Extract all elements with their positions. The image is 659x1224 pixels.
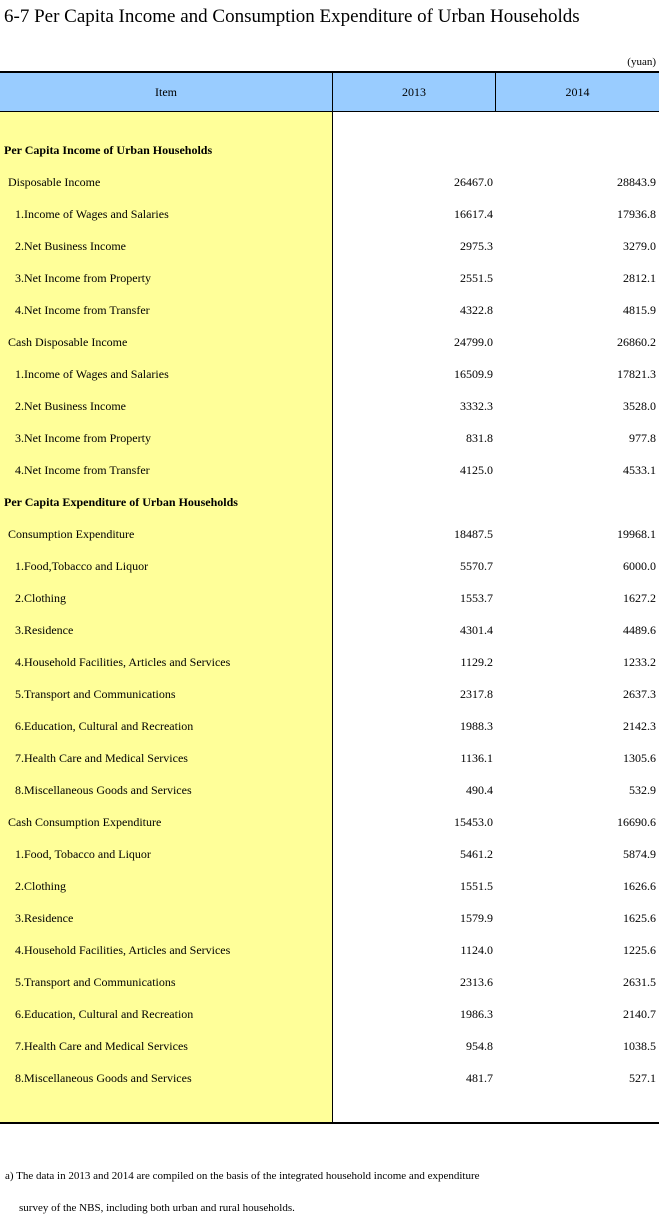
value-2014: 1627.2 bbox=[623, 590, 656, 605]
row-label: 4.Household Facilities, Articles and Services bbox=[15, 942, 231, 957]
table-row bbox=[0, 422, 659, 454]
table-row bbox=[0, 870, 659, 902]
value-2014: 5874.9 bbox=[623, 846, 656, 861]
value-2014: 3528.0 bbox=[623, 398, 656, 413]
row-label: Cash Disposable Income bbox=[8, 334, 128, 349]
value-2013: 4301.4 bbox=[460, 622, 493, 637]
value-2013: 2975.3 bbox=[460, 238, 493, 253]
value-2014: 2142.3 bbox=[623, 718, 656, 733]
row-label: 7.Health Care and Medical Services bbox=[15, 750, 188, 765]
row-label: Per Capita Income of Urban Households bbox=[4, 142, 213, 157]
header-2013: 2013 bbox=[333, 73, 496, 111]
value-2014: 4533.1 bbox=[623, 462, 656, 477]
row-label: 8.Miscellaneous Goods and Services bbox=[15, 1070, 192, 1085]
value-2014: 17936.8 bbox=[617, 206, 656, 221]
value-2013: 2313.6 bbox=[460, 974, 493, 989]
row-label: Per Capita Expenditure of Urban Households bbox=[4, 494, 238, 509]
value-2014: 2631.5 bbox=[623, 974, 656, 989]
table-row bbox=[0, 230, 659, 262]
value-2013: 2317.8 bbox=[460, 686, 493, 701]
value-2013: 16617.4 bbox=[454, 206, 493, 221]
value-2013: 18487.5 bbox=[454, 526, 493, 541]
row-label: 6.Education, Cultural and Recreation bbox=[15, 718, 194, 733]
table-row bbox=[0, 646, 659, 678]
table-row bbox=[0, 326, 659, 358]
footnote-line-1: a) The data in 2013 and 2014 are compiled on the basis of the integrated household income and expenditure bbox=[5, 1170, 480, 1182]
value-2014: 26860.2 bbox=[617, 334, 656, 349]
footnote bbox=[5, 1160, 655, 1224]
value-2014: 1233.2 bbox=[623, 654, 656, 669]
value-2014: 2812.1 bbox=[623, 270, 656, 285]
value-2013: 26467.0 bbox=[454, 174, 493, 189]
table-row bbox=[0, 134, 659, 166]
table-row bbox=[0, 550, 659, 582]
table-row bbox=[0, 518, 659, 550]
value-2014: 16690.6 bbox=[617, 814, 656, 829]
table-rows bbox=[0, 134, 659, 1094]
value-2013: 5570.7 bbox=[460, 558, 493, 573]
table-row bbox=[0, 966, 659, 998]
table-row bbox=[0, 998, 659, 1030]
value-2013: 4125.0 bbox=[460, 462, 493, 477]
row-label: 8.Miscellaneous Goods and Services bbox=[15, 782, 192, 797]
value-2013: 1136.1 bbox=[460, 750, 493, 765]
table-body bbox=[0, 112, 659, 1124]
table-row bbox=[0, 262, 659, 294]
row-label: 4.Net Income from Transfer bbox=[15, 462, 150, 477]
table-row bbox=[0, 390, 659, 422]
table-header bbox=[0, 73, 659, 112]
value-2013: 490.4 bbox=[466, 782, 493, 797]
value-2014: 1225.6 bbox=[623, 942, 656, 957]
value-2013: 1553.7 bbox=[460, 590, 493, 605]
value-2013: 1129.2 bbox=[460, 654, 493, 669]
row-label: 3.Net Income from Property bbox=[15, 270, 151, 285]
table-row bbox=[0, 838, 659, 870]
row-label: 1.Food, Tobacco and Liquor bbox=[15, 846, 151, 861]
value-2014: 527.1 bbox=[629, 1070, 656, 1085]
data-table bbox=[0, 71, 659, 1124]
value-2014: 2140.7 bbox=[623, 1006, 656, 1021]
value-2013: 16509.9 bbox=[454, 366, 493, 381]
value-2014: 19968.1 bbox=[617, 526, 656, 541]
table-row bbox=[0, 582, 659, 614]
table-row bbox=[0, 358, 659, 390]
table-row bbox=[0, 614, 659, 646]
row-label: 3.Residence bbox=[15, 622, 74, 637]
value-2013: 15453.0 bbox=[454, 814, 493, 829]
value-2014: 4489.6 bbox=[623, 622, 656, 637]
row-label: Disposable Income bbox=[8, 174, 101, 189]
row-label: 2.Clothing bbox=[15, 590, 67, 605]
value-2014: 1625.6 bbox=[623, 910, 656, 925]
table-row bbox=[0, 774, 659, 806]
table-row bbox=[0, 486, 659, 518]
row-label: 4.Net Income from Transfer bbox=[15, 302, 150, 317]
table-row bbox=[0, 678, 659, 710]
table-row bbox=[0, 934, 659, 966]
row-label: 2.Net Business Income bbox=[15, 238, 126, 253]
table-row bbox=[0, 902, 659, 934]
table-row bbox=[0, 1030, 659, 1062]
row-label: Cash Consumption Expenditure bbox=[8, 814, 162, 829]
value-2013: 2551.5 bbox=[460, 270, 493, 285]
footnote-line-2: survey of the NBS, including both urban and rural households. bbox=[19, 1202, 295, 1214]
value-2014: 17821.3 bbox=[617, 366, 656, 381]
value-2014: 2637.3 bbox=[623, 686, 656, 701]
row-label: 6.Education, Cultural and Recreation bbox=[15, 1006, 194, 1021]
row-label: 2.Net Business Income bbox=[15, 398, 126, 413]
page-title: 6-7 Per Capita Income and Consumption Expenditure of Urban Households bbox=[4, 6, 580, 27]
header-item: Item bbox=[0, 73, 333, 111]
value-2013: 5461.2 bbox=[460, 846, 493, 861]
table-row bbox=[0, 198, 659, 230]
value-2014: 1038.5 bbox=[623, 1038, 656, 1053]
row-label: 5.Transport and Communications bbox=[15, 686, 176, 701]
value-2013: 1551.5 bbox=[460, 878, 493, 893]
row-label: 3.Net Income from Property bbox=[15, 430, 151, 445]
value-2013: 481.7 bbox=[466, 1070, 493, 1085]
row-label: 2.Clothing bbox=[15, 878, 67, 893]
table-row bbox=[0, 1062, 659, 1094]
value-2014: 6000.0 bbox=[623, 558, 656, 573]
value-2013: 4322.8 bbox=[460, 302, 493, 317]
value-2013: 831.8 bbox=[466, 430, 493, 445]
value-2014: 1305.6 bbox=[623, 750, 656, 765]
value-2014: 532.9 bbox=[629, 782, 656, 797]
value-2014: 977.8 bbox=[629, 430, 656, 445]
table-row bbox=[0, 710, 659, 742]
value-2013: 954.8 bbox=[466, 1038, 493, 1053]
value-2013: 1124.0 bbox=[460, 942, 493, 957]
row-label: 1.Food,Tobacco and Liquor bbox=[15, 558, 149, 573]
table-row bbox=[0, 806, 659, 838]
header-2014: 2014 bbox=[565, 84, 590, 99]
value-2013: 1988.3 bbox=[460, 718, 493, 733]
table-row bbox=[0, 166, 659, 198]
table-row bbox=[0, 742, 659, 774]
row-label: 5.Transport and Communications bbox=[15, 974, 176, 989]
value-2013: 1986.3 bbox=[460, 1006, 493, 1021]
value-2013: 24799.0 bbox=[454, 334, 493, 349]
row-label: 3.Residence bbox=[15, 910, 74, 925]
row-label: 1.Income of Wages and Salaries bbox=[15, 206, 169, 221]
value-2013: 1579.9 bbox=[460, 910, 493, 925]
value-2014: 4815.9 bbox=[623, 302, 656, 317]
table-row bbox=[0, 454, 659, 486]
value-2014: 28843.9 bbox=[617, 174, 656, 189]
value-2014: 1626.6 bbox=[623, 878, 656, 893]
table-row bbox=[0, 294, 659, 326]
value-2013: 3332.3 bbox=[460, 398, 493, 413]
unit-label: (yuan) bbox=[627, 56, 656, 68]
row-label: Consumption Expenditure bbox=[8, 526, 135, 541]
row-label: 1.Income of Wages and Salaries bbox=[15, 366, 169, 381]
value-2014: 3279.0 bbox=[623, 238, 656, 253]
row-label: 7.Health Care and Medical Services bbox=[15, 1038, 188, 1053]
row-label: 4.Household Facilities, Articles and Services bbox=[15, 654, 231, 669]
